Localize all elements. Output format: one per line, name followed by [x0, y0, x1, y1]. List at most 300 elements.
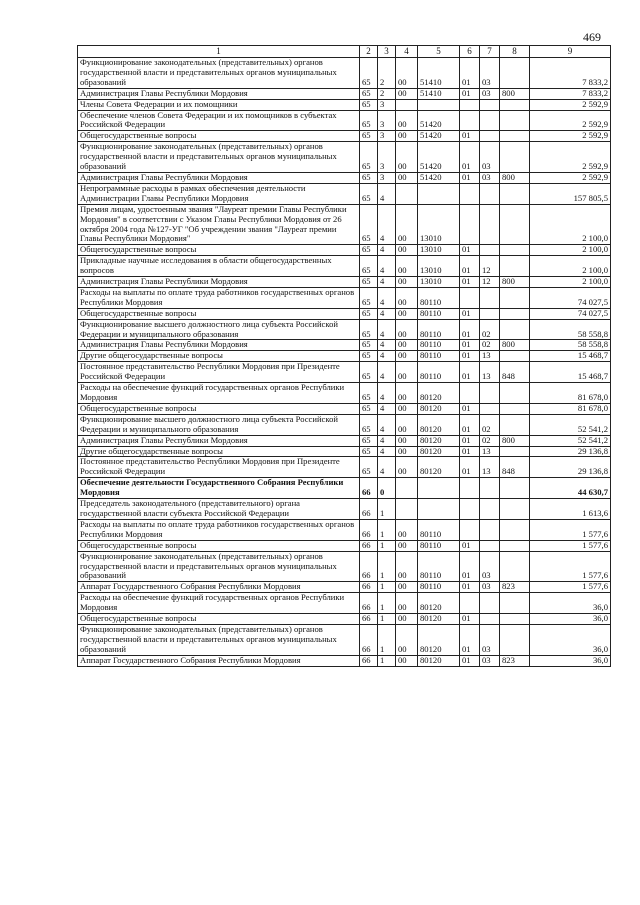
- table-row: [78, 204, 611, 245]
- row-code-7: [480, 110, 500, 131]
- row-code-8: 823: [500, 655, 530, 666]
- row-code-2: 65: [360, 340, 378, 351]
- header-cell: 7: [480, 46, 500, 58]
- row-code-7: 13: [480, 351, 500, 362]
- row-code-7: [480, 99, 500, 110]
- row-amount: 36,0: [530, 614, 611, 625]
- row-code-5: 80110: [418, 519, 460, 540]
- row-code-6: 01: [460, 277, 480, 288]
- row-code-8: [500, 256, 530, 277]
- row-code-7: 02: [480, 414, 500, 435]
- row-description: Другие общегосударственные вопросы: [78, 446, 360, 457]
- row-code-7: 13: [480, 457, 500, 478]
- row-code-4: 00: [396, 172, 418, 183]
- row-code-6: 01: [460, 319, 480, 340]
- row-amount: 7 833,2: [530, 88, 611, 99]
- row-code-4: 00: [396, 256, 418, 277]
- row-code-2: 66: [360, 551, 378, 582]
- row-code-5: 51420: [418, 142, 460, 173]
- row-code-3: 4: [378, 183, 396, 204]
- row-code-7: [480, 499, 500, 520]
- header-cell: 4: [396, 46, 418, 58]
- row-code-6: [460, 519, 480, 540]
- row-code-3: 4: [378, 245, 396, 256]
- row-code-2: 65: [360, 99, 378, 110]
- row-code-5: 80120: [418, 593, 460, 614]
- header-cell: 1: [78, 46, 360, 58]
- row-code-4: 00: [396, 446, 418, 457]
- row-amount: 44 630,7: [530, 478, 611, 499]
- row-code-4: 00: [396, 593, 418, 614]
- row-code-5: 80110: [418, 308, 460, 319]
- row-code-6: [460, 383, 480, 404]
- row-code-3: 4: [378, 308, 396, 319]
- row-description: Общегосударственные вопросы: [78, 403, 360, 414]
- row-code-5: 80120: [418, 457, 460, 478]
- row-code-4: [396, 99, 418, 110]
- row-amount: 74 027,5: [530, 287, 611, 308]
- row-code-2: 65: [360, 183, 378, 204]
- row-code-8: [500, 351, 530, 362]
- row-code-5: 80110: [418, 551, 460, 582]
- row-code-7: [480, 204, 500, 245]
- row-code-2: 65: [360, 287, 378, 308]
- table-row: [78, 88, 611, 99]
- row-amount: 58 558,8: [530, 340, 611, 351]
- row-code-2: 66: [360, 624, 378, 655]
- row-code-6: 01: [460, 582, 480, 593]
- row-description: Администрация Главы Республики Мордовия: [78, 277, 360, 288]
- row-amount: 1 577,6: [530, 519, 611, 540]
- row-code-6: 01: [460, 256, 480, 277]
- row-code-2: 66: [360, 582, 378, 593]
- row-code-8: [500, 204, 530, 245]
- row-code-2: 65: [360, 110, 378, 131]
- table-row: [78, 540, 611, 551]
- row-amount: 58 558,8: [530, 319, 611, 340]
- row-code-4: 00: [396, 551, 418, 582]
- row-code-5: 80120: [418, 403, 460, 414]
- table-row: [78, 655, 611, 666]
- row-description: Функционирование высшего должностного лица субъекта Российской Федерации и муниципального образования: [78, 319, 360, 340]
- row-code-2: 65: [360, 414, 378, 435]
- row-code-8: 800: [500, 172, 530, 183]
- table-row: [78, 131, 611, 142]
- row-code-3: 1: [378, 593, 396, 614]
- row-description: Администрация Главы Республики Мордовия: [78, 435, 360, 446]
- row-code-7: 02: [480, 340, 500, 351]
- row-amount: 2 592,9: [530, 142, 611, 173]
- row-code-6: 01: [460, 245, 480, 256]
- row-code-6: 01: [460, 172, 480, 183]
- table-row: [78, 414, 611, 435]
- row-amount: 157 805,5: [530, 183, 611, 204]
- row-code-4: [396, 499, 418, 520]
- row-code-5: 80120: [418, 614, 460, 625]
- row-code-8: [500, 551, 530, 582]
- row-code-4: 00: [396, 142, 418, 173]
- row-description: Администрация Главы Республики Мордовия: [78, 172, 360, 183]
- row-code-3: 3: [378, 131, 396, 142]
- row-description: Функционирование законодательных (представительных) органов государственной власти и представительных органов муниципальных образований: [78, 58, 360, 89]
- row-code-4: 00: [396, 435, 418, 446]
- row-code-4: 00: [396, 540, 418, 551]
- row-description: Председатель законодательного (представительного) органа государственной власти субъекта Российской Федерации: [78, 499, 360, 520]
- table-row: [78, 183, 611, 204]
- row-code-4: 00: [396, 414, 418, 435]
- row-code-7: 03: [480, 582, 500, 593]
- row-code-6: 01: [460, 308, 480, 319]
- row-code-5: 80110: [418, 287, 460, 308]
- row-code-2: 65: [360, 277, 378, 288]
- row-code-7: [480, 183, 500, 204]
- row-code-7: 03: [480, 88, 500, 99]
- row-amount: 2 592,9: [530, 110, 611, 131]
- row-code-2: 66: [360, 519, 378, 540]
- row-code-5: 13010: [418, 204, 460, 245]
- row-code-4: 00: [396, 582, 418, 593]
- row-code-6: 01: [460, 131, 480, 142]
- row-code-7: 03: [480, 655, 500, 666]
- row-code-3: 4: [378, 383, 396, 404]
- row-code-8: [500, 308, 530, 319]
- row-code-2: 65: [360, 435, 378, 446]
- row-code-3: 4: [378, 287, 396, 308]
- row-description: Расходы на обеспечение функций государственных органов Республики Мордовия: [78, 383, 360, 404]
- header-cell: 9: [530, 46, 611, 58]
- row-code-8: [500, 403, 530, 414]
- row-amount: 2 100,0: [530, 256, 611, 277]
- row-code-4: [396, 478, 418, 499]
- row-code-5: 51420: [418, 131, 460, 142]
- row-code-8: [500, 319, 530, 340]
- row-code-7: 12: [480, 277, 500, 288]
- table-row: [78, 403, 611, 414]
- table-row: [78, 308, 611, 319]
- row-amount: 81 678,0: [530, 403, 611, 414]
- row-code-7: 02: [480, 435, 500, 446]
- row-code-3: 3: [378, 142, 396, 173]
- row-code-8: [500, 614, 530, 625]
- row-description: Непрограммные расходы в рамках обеспечения деятельности Администрации Главы Республики Мордовия: [78, 183, 360, 204]
- table-row: [78, 256, 611, 277]
- row-code-4: 00: [396, 287, 418, 308]
- row-code-3: 3: [378, 110, 396, 131]
- row-amount: 52 541,2: [530, 435, 611, 446]
- row-code-7: [480, 245, 500, 256]
- row-code-4: 00: [396, 655, 418, 666]
- row-code-2: 65: [360, 383, 378, 404]
- row-amount: 15 468,7: [530, 362, 611, 383]
- row-code-7: [480, 383, 500, 404]
- row-amount: 36,0: [530, 624, 611, 655]
- row-code-5: 80120: [418, 435, 460, 446]
- row-code-4: 00: [396, 614, 418, 625]
- row-code-2: 66: [360, 655, 378, 666]
- row-amount: 2 592,9: [530, 131, 611, 142]
- table-row: [78, 245, 611, 256]
- row-code-2: 65: [360, 457, 378, 478]
- row-description: Администрация Главы Республики Мордовия: [78, 88, 360, 99]
- row-code-6: [460, 287, 480, 308]
- row-code-3: 4: [378, 277, 396, 288]
- row-code-3: 1: [378, 540, 396, 551]
- row-code-6: 01: [460, 614, 480, 625]
- row-description: Администрация Главы Республики Мордовия: [78, 340, 360, 351]
- row-code-6: 01: [460, 457, 480, 478]
- row-code-6: [460, 593, 480, 614]
- table-row: [78, 446, 611, 457]
- row-code-5: [418, 183, 460, 204]
- row-code-3: 1: [378, 519, 396, 540]
- row-code-5: 80110: [418, 351, 460, 362]
- table-row: [78, 499, 611, 520]
- row-code-5: 13010: [418, 256, 460, 277]
- table-row: [78, 142, 611, 173]
- row-code-2: 65: [360, 88, 378, 99]
- row-code-6: [460, 478, 480, 499]
- row-amount: 7 833,2: [530, 58, 611, 89]
- row-code-2: 65: [360, 403, 378, 414]
- row-code-3: 4: [378, 435, 396, 446]
- row-code-5: 80120: [418, 655, 460, 666]
- row-code-2: 66: [360, 614, 378, 625]
- row-code-8: [500, 499, 530, 520]
- row-code-7: 03: [480, 172, 500, 183]
- row-code-6: 01: [460, 414, 480, 435]
- row-code-3: 4: [378, 340, 396, 351]
- row-code-6: 01: [460, 58, 480, 89]
- row-code-5: 80120: [418, 383, 460, 404]
- row-code-6: 01: [460, 551, 480, 582]
- table-row: [78, 351, 611, 362]
- table-row: [78, 340, 611, 351]
- row-description: Общегосударственные вопросы: [78, 540, 360, 551]
- row-code-3: 4: [378, 256, 396, 277]
- header-cell: 5: [418, 46, 460, 58]
- row-code-2: 65: [360, 308, 378, 319]
- row-amount: 2 100,0: [530, 277, 611, 288]
- table-row: [78, 362, 611, 383]
- row-code-4: 00: [396, 403, 418, 414]
- row-code-8: 848: [500, 362, 530, 383]
- row-code-7: 12: [480, 256, 500, 277]
- row-code-8: 823: [500, 582, 530, 593]
- row-code-8: [500, 446, 530, 457]
- row-code-4: 00: [396, 362, 418, 383]
- row-code-2: 66: [360, 593, 378, 614]
- budget-table: [77, 45, 611, 667]
- table-row: [78, 593, 611, 614]
- row-code-8: [500, 624, 530, 655]
- row-code-6: 01: [460, 655, 480, 666]
- row-code-8: 800: [500, 435, 530, 446]
- row-description: Аппарат Государственного Собрания Республики Мордовия: [78, 655, 360, 666]
- row-description: Расходы на выплаты по оплате труда работников государственных органов Республики Мордовия: [78, 287, 360, 308]
- row-amount: 74 027,5: [530, 308, 611, 319]
- row-code-7: 03: [480, 551, 500, 582]
- table-row: [78, 277, 611, 288]
- row-code-8: [500, 58, 530, 89]
- row-code-4: 00: [396, 131, 418, 142]
- row-description: Аппарат Государственного Собрания Республики Мордовия: [78, 582, 360, 593]
- row-code-8: [500, 593, 530, 614]
- row-code-5: 80110: [418, 582, 460, 593]
- row-code-4: 00: [396, 351, 418, 362]
- row-code-8: [500, 540, 530, 551]
- table-row: [78, 582, 611, 593]
- row-code-4: 00: [396, 319, 418, 340]
- row-code-4: 00: [396, 519, 418, 540]
- row-code-7: 02: [480, 319, 500, 340]
- row-code-2: 65: [360, 245, 378, 256]
- row-code-4: 00: [396, 245, 418, 256]
- row-amount: 2 100,0: [530, 204, 611, 245]
- row-amount: 1 613,6: [530, 499, 611, 520]
- row-description: Функционирование высшего должностного лица субъекта Российской Федерации и муниципального образования: [78, 414, 360, 435]
- row-code-6: 01: [460, 403, 480, 414]
- row-description: Расходы на выплаты по оплате труда работников государственных органов Республики Мордовия: [78, 519, 360, 540]
- row-code-3: 4: [378, 319, 396, 340]
- row-description: Функционирование законодательных (представительных) органов государственной власти и представительных органов муниципальных образований: [78, 551, 360, 582]
- row-code-6: [460, 499, 480, 520]
- row-amount: 2 100,0: [530, 245, 611, 256]
- table-row: [78, 383, 611, 404]
- row-code-4: 00: [396, 383, 418, 404]
- row-description: Функционирование законодательных (представительных) органов государственной власти и представительных органов муниципальных образований: [78, 624, 360, 655]
- row-code-4: 00: [396, 457, 418, 478]
- row-code-5: 51420: [418, 172, 460, 183]
- row-description: Функционирование законодательных (представительных) органов государственной власти и представительных органов муниципальных образований: [78, 142, 360, 173]
- row-description: Прикладные научные исследования в области общегосударственных вопросов: [78, 256, 360, 277]
- row-code-3: 4: [378, 446, 396, 457]
- row-description: Постоянное представительство Республики Мордовия при Президенте Российской Федерации: [78, 362, 360, 383]
- table-row: [78, 435, 611, 446]
- row-amount: 52 541,2: [530, 414, 611, 435]
- row-code-4: 00: [396, 624, 418, 655]
- row-code-5: 80120: [418, 414, 460, 435]
- row-description: Расходы на обеспечение функций государственных органов Республики Мордовия: [78, 593, 360, 614]
- row-code-6: [460, 99, 480, 110]
- row-code-3: 1: [378, 614, 396, 625]
- row-code-5: 13010: [418, 277, 460, 288]
- table-row: [78, 319, 611, 340]
- table-row: [78, 110, 611, 131]
- row-code-8: [500, 414, 530, 435]
- row-code-8: 800: [500, 88, 530, 99]
- row-description: Другие общегосударственные вопросы: [78, 351, 360, 362]
- row-code-5: 80110: [418, 340, 460, 351]
- row-amount: 1 577,6: [530, 551, 611, 582]
- row-code-5: 51420: [418, 110, 460, 131]
- row-code-2: 65: [360, 131, 378, 142]
- row-code-7: 13: [480, 446, 500, 457]
- row-code-5: [418, 99, 460, 110]
- row-description: Постоянное представительство Республики Мордовия при Президенте Российской Федерации: [78, 457, 360, 478]
- row-code-7: 03: [480, 624, 500, 655]
- row-code-7: [480, 403, 500, 414]
- row-description: Обеспечение деятельности Государственного Собрания Республики Мордовия: [78, 478, 360, 499]
- table-row: [78, 457, 611, 478]
- row-code-2: 65: [360, 142, 378, 173]
- row-code-3: 0: [378, 478, 396, 499]
- header-row: [78, 46, 611, 58]
- row-code-5: 51410: [418, 88, 460, 99]
- row-code-2: 65: [360, 362, 378, 383]
- row-code-8: [500, 245, 530, 256]
- row-amount: 1 577,6: [530, 540, 611, 551]
- row-code-3: 4: [378, 403, 396, 414]
- row-code-4: 00: [396, 340, 418, 351]
- row-code-8: [500, 519, 530, 540]
- row-code-3: 4: [378, 204, 396, 245]
- table-row: [78, 478, 611, 499]
- row-code-8: [500, 383, 530, 404]
- table-row: [78, 519, 611, 540]
- row-code-7: [480, 614, 500, 625]
- row-amount: 36,0: [530, 655, 611, 666]
- table-body: [78, 58, 611, 667]
- row-code-8: [500, 478, 530, 499]
- row-code-8: [500, 142, 530, 173]
- row-code-8: 800: [500, 340, 530, 351]
- row-amount: 2 592,9: [530, 172, 611, 183]
- row-code-6: [460, 183, 480, 204]
- row-code-6: 01: [460, 88, 480, 99]
- row-code-5: [418, 478, 460, 499]
- row-code-4: 00: [396, 277, 418, 288]
- row-code-6: 01: [460, 624, 480, 655]
- row-description: Премия лицам, удостоенным звания "Лауреат премии Главы Республики Мордовия" в соответствии с Указом Главы Республики Мордовия от 26 октября 2004 года №127-УГ "Об учреждении звания "Лауреат премии Главы Республики Мордовия": [78, 204, 360, 245]
- row-description: Обеспечение членов Совета Федерации и их помощников в субъектах Российской Федерации: [78, 110, 360, 131]
- row-code-7: [480, 519, 500, 540]
- row-code-3: 1: [378, 551, 396, 582]
- row-description: Общегосударственные вопросы: [78, 308, 360, 319]
- row-code-2: 65: [360, 351, 378, 362]
- row-code-7: [480, 478, 500, 499]
- row-code-8: [500, 110, 530, 131]
- row-code-6: 01: [460, 340, 480, 351]
- row-code-5: 80120: [418, 446, 460, 457]
- row-code-3: 1: [378, 582, 396, 593]
- row-code-2: 65: [360, 58, 378, 89]
- row-code-7: 03: [480, 142, 500, 173]
- row-code-7: [480, 287, 500, 308]
- row-code-8: 800: [500, 277, 530, 288]
- row-code-2: 65: [360, 446, 378, 457]
- row-code-7: 03: [480, 58, 500, 89]
- row-code-7: [480, 308, 500, 319]
- row-code-6: 01: [460, 351, 480, 362]
- row-code-5: [418, 499, 460, 520]
- table-row: [78, 624, 611, 655]
- row-code-7: [480, 131, 500, 142]
- row-code-3: 1: [378, 655, 396, 666]
- row-code-5: 80110: [418, 362, 460, 383]
- row-code-4: 00: [396, 110, 418, 131]
- row-code-6: 01: [460, 362, 480, 383]
- table-row: [78, 99, 611, 110]
- row-code-3: 2: [378, 58, 396, 89]
- row-code-8: [500, 131, 530, 142]
- header-cell: 8: [500, 46, 530, 58]
- row-code-3: 3: [378, 99, 396, 110]
- row-code-3: 2: [378, 88, 396, 99]
- row-amount: 29 136,8: [530, 457, 611, 478]
- row-code-7: [480, 540, 500, 551]
- row-amount: 2 592,9: [530, 99, 611, 110]
- row-code-4: 00: [396, 58, 418, 89]
